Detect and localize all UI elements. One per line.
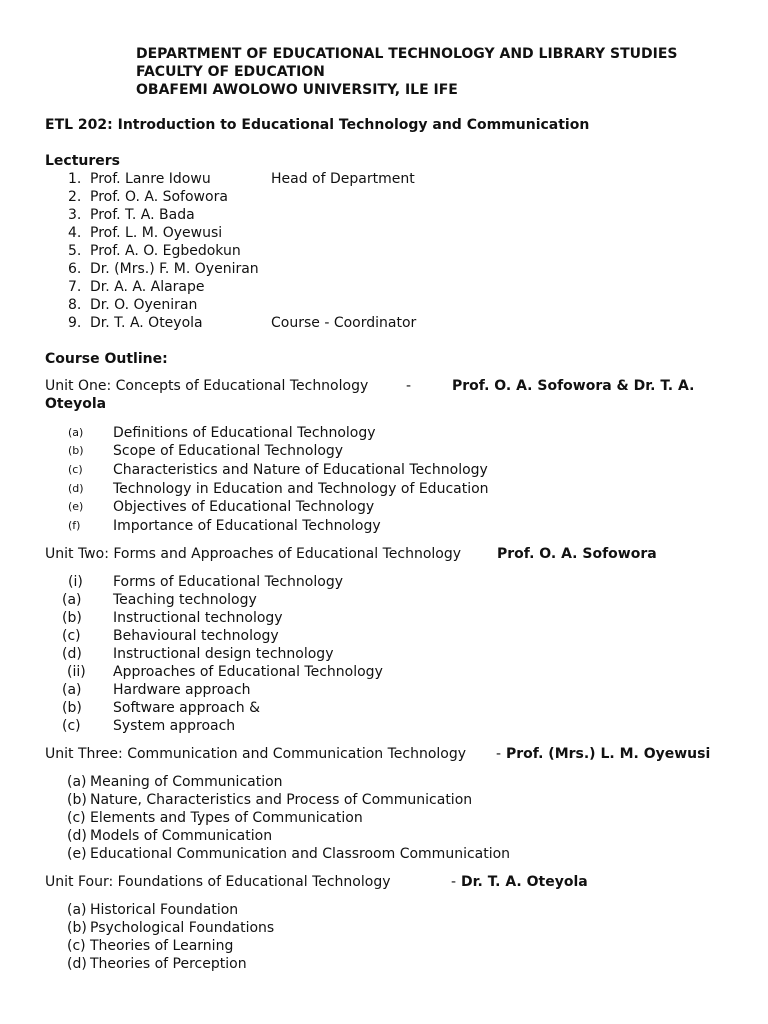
department-name: DEPARTMENT OF EDUCATIONAL TECHNOLOGY AND LIBRARY STUDIES bbox=[136, 46, 678, 62]
list-item-number: 1. bbox=[68, 171, 82, 187]
item-marker: (c) bbox=[67, 938, 86, 954]
list-item: Educational Communication and Classroom Communication bbox=[90, 846, 511, 862]
item-marker: (a) bbox=[67, 774, 87, 790]
list-item: Instructional design technology bbox=[113, 646, 334, 662]
lecturer-name: Prof. L. M. Oyewusi bbox=[90, 225, 223, 241]
list-item: Objectives of Educational Technology bbox=[113, 499, 375, 515]
list-item-number: 5. bbox=[68, 243, 82, 259]
list-item: Behavioural technology bbox=[113, 628, 279, 644]
item-marker: (c) bbox=[68, 463, 83, 476]
list-item: Historical Foundation bbox=[90, 902, 239, 918]
list-item: System approach bbox=[113, 718, 236, 734]
unit-two-lecturer: Prof. O. A. Sofowora bbox=[497, 546, 657, 562]
list-item: Nature, Characteristics and Process of Communication bbox=[90, 792, 473, 808]
list-item: Scope of Educational Technology bbox=[113, 443, 344, 459]
list-item-number: 8. bbox=[68, 297, 82, 313]
list-item-number: 4. bbox=[68, 225, 82, 241]
list-item: Software approach & bbox=[113, 700, 261, 716]
item-marker: (d) bbox=[62, 646, 82, 662]
item-marker: (ii) bbox=[67, 664, 86, 680]
list-item: Definitions of Educational Technology bbox=[113, 425, 376, 441]
list-item: Models of Communication bbox=[90, 828, 273, 844]
university-name: OBAFEMI AWOLOWO UNIVERSITY, ILE IFE bbox=[136, 82, 458, 98]
lecturers-heading: Lecturers bbox=[45, 153, 121, 169]
course-title: ETL 202: Introduction to Educational Technology and Communication bbox=[45, 117, 590, 133]
lecturer-name: Prof. O. A. Sofowora bbox=[90, 189, 228, 205]
list-item: Approaches of Educational Technology bbox=[113, 664, 383, 680]
lecturer-name: Prof. A. O. Egbedokun bbox=[90, 243, 241, 259]
lecturer-name: Prof. Lanre Idowu bbox=[90, 171, 211, 187]
list-item: Theories of Learning bbox=[90, 938, 234, 954]
item-marker: (b) bbox=[62, 610, 82, 626]
list-item: Psychological Foundations bbox=[90, 920, 275, 936]
item-marker: (b) bbox=[67, 920, 87, 936]
unit-three-dash: - bbox=[496, 746, 502, 762]
list-item: Importance of Educational Technology bbox=[113, 518, 381, 534]
lecturer-name: Prof. T. A. Bada bbox=[90, 207, 195, 223]
list-item: Instructional technology bbox=[113, 610, 283, 626]
list-item-number: 7. bbox=[68, 279, 82, 295]
lecturer-name: Dr. A. A. Alarape bbox=[90, 279, 205, 295]
item-marker: (i) bbox=[68, 574, 83, 590]
unit-one-title: Unit One: Concepts of Educational Technology bbox=[45, 378, 369, 394]
list-item: Forms of Educational Technology bbox=[113, 574, 343, 590]
item-marker: (c) bbox=[67, 810, 86, 826]
item-marker: (f) bbox=[68, 519, 81, 532]
item-marker: (d) bbox=[67, 956, 87, 972]
unit-four-dash: - bbox=[451, 874, 457, 890]
list-item: Technology in Education and Technology of Education bbox=[113, 481, 489, 497]
item-marker: (b) bbox=[62, 700, 82, 716]
list-item-number: 6. bbox=[68, 261, 82, 277]
list-item: Characteristics and Nature of Educational Technology bbox=[113, 462, 488, 478]
item-marker: (c) bbox=[62, 718, 81, 734]
list-item: Teaching technology bbox=[113, 592, 257, 608]
unit-two-title: Unit Two: Forms and Approaches of Educational Technology bbox=[45, 546, 462, 562]
item-marker: (d) bbox=[68, 482, 84, 495]
unit-four-title: Unit Four: Foundations of Educational Technology bbox=[45, 874, 391, 890]
item-marker: (b) bbox=[68, 444, 84, 457]
item-marker: (b) bbox=[67, 792, 87, 808]
item-marker: (e) bbox=[67, 846, 87, 862]
item-marker: (c) bbox=[62, 628, 81, 644]
unit-one-dash: - bbox=[406, 378, 412, 394]
unit-one-lecturer-cont: Oteyola bbox=[45, 396, 107, 412]
unit-four-lecturer: Dr. T. A. Oteyola bbox=[461, 874, 588, 890]
item-marker: (d) bbox=[67, 828, 87, 844]
lecturer-role: Head of Department bbox=[271, 171, 415, 187]
item-marker: (e) bbox=[68, 500, 84, 513]
list-item-number: 2. bbox=[68, 189, 82, 205]
unit-one-lecturer: Prof. O. A. Sofowora & Dr. T. A. bbox=[452, 378, 695, 394]
unit-three-title: Unit Three: Communication and Communication Technology bbox=[45, 746, 467, 762]
faculty-name: FACULTY OF EDUCATION bbox=[136, 64, 325, 80]
list-item: Elements and Types of Communication bbox=[90, 810, 363, 826]
item-marker: (a) bbox=[68, 426, 84, 439]
course-outline-heading: Course Outline: bbox=[45, 351, 168, 367]
lecturer-name: Dr. T. A. Oteyola bbox=[90, 315, 203, 331]
item-marker: (a) bbox=[62, 592, 82, 608]
unit-three-lecturer: Prof. (Mrs.) L. M. Oyewusi bbox=[506, 746, 711, 762]
lecturer-role: Course - Coordinator bbox=[271, 315, 417, 331]
list-item: Meaning of Communication bbox=[90, 774, 283, 790]
list-item-number: 9. bbox=[68, 315, 82, 331]
lecturer-name: Dr. (Mrs.) F. M. Oyeniran bbox=[90, 261, 259, 277]
list-item-number: 3. bbox=[68, 207, 82, 223]
item-marker: (a) bbox=[62, 682, 82, 698]
lecturer-name: Dr. O. Oyeniran bbox=[90, 297, 198, 313]
list-item: Theories of Perception bbox=[90, 956, 247, 972]
list-item: Hardware approach bbox=[113, 682, 251, 698]
item-marker: (a) bbox=[67, 902, 87, 918]
